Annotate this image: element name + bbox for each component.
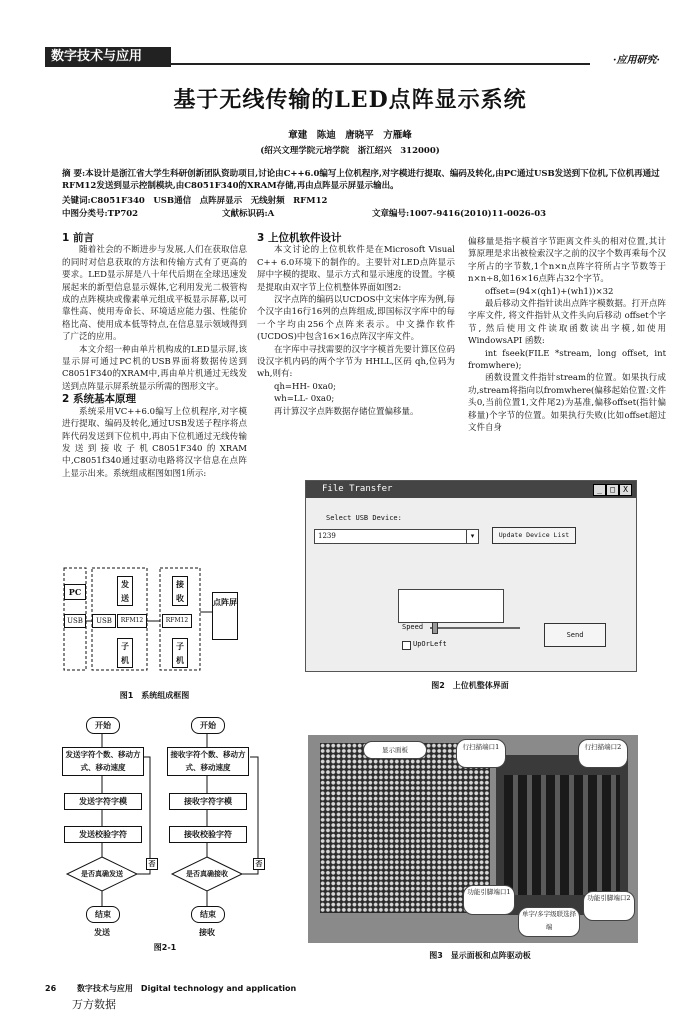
- send-decision: 是否真确发送: [81, 869, 123, 878]
- select-usb-label: Select USB Device:: [326, 514, 402, 522]
- section-heading: 1 前言: [62, 232, 94, 244]
- journal-name: 数字技术与应用 Digital technology and application: [76, 984, 297, 993]
- column-right: [468, 236, 666, 435]
- figure-1-diagram: [62, 562, 247, 677]
- send-step-3: 发送校验字符: [64, 826, 142, 843]
- receive-box: 接收: [172, 576, 188, 606]
- callout-row-scan-2: 行扫描端口2: [578, 739, 628, 768]
- up-or-left-label: UpOrLeft: [413, 640, 447, 648]
- file-transfer-window: [305, 480, 637, 672]
- abstract-text: 本设计是浙江省大学生科研创新团队资助项目,讨论由C++6.0编写上位机程序,对字模进行提取、编码及转化,由PC通过USB发送到下位机,下位机再通过RFM12发送到显示控制模块,由C8051F340的XRAM存储,再由点阵显示屏显示输出。: [62, 169, 660, 192]
- page-footer: [45, 983, 296, 994]
- paragraph: 再计算汉字点阵数据存储位置偏移量。: [274, 406, 419, 417]
- header-rule: [171, 63, 590, 65]
- send-box: 发送: [117, 576, 133, 606]
- equation: wh=LL- 0xa0;: [274, 394, 335, 405]
- figure-3-caption: 图3 显示面板和点阵驱动板: [429, 951, 531, 960]
- affiliation: (绍兴文理学院元培学院 浙江绍兴 312000): [260, 146, 440, 156]
- usb-box: USB: [92, 614, 116, 628]
- paper-title: 基于无线传输的LED点阵显示系统: [173, 87, 527, 113]
- speed-slider-thumb[interactable]: [432, 622, 438, 634]
- keywords-text: C8051F340 USB通信 点阵屏显示 无线射频 RFM12: [90, 196, 328, 206]
- paragraph: 本文介绍一种由单片机构成的LED显示屏,该显示屏可通过PC机的USB界面将数据传送到C8051F340的XRAM中,再由单片机通过无线发送到点阵显示屏系统显示所需的图形文字。: [62, 344, 247, 392]
- callout-cascade-select: 单字/多字级联选择端: [518, 907, 580, 937]
- send-step-1: 发送字符个数、移动方式、移动速度: [62, 747, 144, 776]
- paragraph: 系统采用VC++6.0编写上位机程序,对字模进行提取、编码及转化,通过USB发送子程序将点阵代码发送到下位机中,再由下位机通过无线传输发送到接收子机C8051F340的XRAM中,C8051f340通过驱动电路将汉字信息在点阵上显示出来。系统组成框图如图1所示:: [62, 406, 247, 479]
- no-label: 否: [146, 858, 158, 870]
- paragraph: 偏移量是指字模首字节距离文件头的相对位置,其计算原理是求出被检索汉字之前的汉字个数再乘每个汉字所占的字节数,1个n×n点阵字符所占字节数等于n×n÷8,如16×16点阵占32个字节。: [468, 237, 666, 285]
- send-button[interactable]: Send: [544, 623, 606, 647]
- figure-1-caption: 图1 系统组成框图: [119, 691, 190, 700]
- receive-step-1: 接收字符个数、移动方式、移动速度: [167, 747, 249, 776]
- sub-unit-box: 子机: [172, 638, 188, 668]
- no-label: 否: [253, 858, 265, 870]
- abstract-label: 摘 要:: [62, 169, 86, 179]
- paragraph: 汉字点阵的编码以UCDOS中文宋体字库为例,每个汉字由16行16列的点阵组成,即国标汉字库中的每一个字均由256个点阵来表示。中文操作软件(UCDOS)中包含16×16点阵汉字库文件。: [257, 295, 455, 343]
- receive-step-3: 接收校验字符: [169, 826, 247, 843]
- usb-device-select[interactable]: [314, 529, 479, 544]
- authors: 章建 陈迪 唐晓平 方雁峰: [288, 130, 412, 141]
- receive-step-2: 接收字符字模: [169, 793, 247, 810]
- minimize-icon[interactable]: _: [593, 484, 606, 496]
- selected-device: 1239: [318, 532, 336, 540]
- page-number: 26: [45, 984, 57, 993]
- start-terminal: 开始: [86, 717, 120, 734]
- flowchart-lines: [62, 712, 272, 937]
- clc-code: 中图分类号:TP702: [62, 209, 139, 219]
- window-titlebar: [306, 481, 636, 498]
- section-heading: 3 上位机软件设计: [257, 232, 342, 244]
- led-board-photo: [308, 735, 638, 943]
- receive-column-label: 接收: [199, 927, 215, 937]
- callout-function-pin-2: 功能引脚端口2: [583, 891, 635, 921]
- section-heading: 2 系统基本原理: [62, 393, 136, 406]
- window-title: File Transfer: [322, 484, 393, 494]
- start-terminal: 开始: [191, 717, 225, 734]
- figure-2-caption: 图2 上位机整体界面: [431, 681, 509, 690]
- code-line: int fseek(FILE *stream, long offset, int fromwhere);: [468, 348, 666, 372]
- preview-area: [398, 589, 504, 623]
- pc-box: PC: [64, 584, 86, 600]
- column-name: 数字技术与应用: [45, 47, 171, 67]
- callout-function-pin-1: 功能引脚端口1: [463, 885, 515, 915]
- driver-chips: [504, 775, 620, 895]
- column-middle: [257, 232, 455, 418]
- rfm12-box: RFM12: [162, 614, 192, 628]
- figure-2-1-flowchart: [62, 712, 272, 937]
- receive-decision: 是否真确接收: [186, 869, 228, 878]
- equation: offset=(94×(qh1)+(wh1))×32: [485, 286, 614, 297]
- keywords: [62, 195, 662, 207]
- paragraph: 在字库中寻找需要的汉字字模首先要计算区位码设汉字机内码的两个字节为 HHLL,区码 qh,位码为 wh,则有:: [257, 344, 455, 380]
- chevron-down-icon[interactable]: ▾: [466, 530, 478, 543]
- end-terminal: 结束: [191, 906, 225, 923]
- close-icon[interactable]: X: [619, 484, 632, 496]
- sub-unit-box: 子机: [117, 638, 133, 668]
- paragraph: 最后移动文件指针读出点阵字模数据。打开点阵字库文件, 将文件指针从文件头向后移动 offset个字节, 然后使用文件读取函数读出字模,如使用WindowsAPI 函数:: [468, 299, 666, 347]
- abstract: [62, 168, 662, 193]
- end-terminal: 结束: [86, 906, 120, 923]
- speed-label: Speed: [402, 623, 424, 631]
- update-device-list-button[interactable]: Update Device List: [492, 527, 576, 544]
- article-number: 文章编号:1007-9416(2010)11-0026-03: [372, 209, 547, 219]
- up-or-left-checkbox[interactable]: [402, 641, 411, 650]
- keywords-label: 关键词:: [62, 196, 91, 206]
- figure-2-1-caption: 图2-1: [153, 943, 177, 952]
- paragraph: 函数设置文件指针stream的位置。如果执行成功,stream将指向以fromwhere(偏移起始位置:文件头0,当前位置1,文件尾2)为基准,偏移offset(指针偏移量)个字节的位置。如果执行失败(比如offset超过文件自身: [468, 373, 666, 434]
- callout-display-panel: 显示面板: [363, 741, 427, 759]
- equation: qh=HH- 0xa0;: [274, 381, 336, 392]
- paragraph: 随着社会的不断进步与发展,人们在获取信息的同时对信息获取的方法和传输方式有了更高的要求。LED显示屏是八十年代后期在全球迅速发展起来的新型信息显示媒体,它利用发光二极管构成的点阵模块或像素单元组成平板显示屏幕,以可靠性高、使用寿命长、环境适应能力强、性能价格比高、使用成本低等特点,在信息显示领域得到了广泛的应用。: [62, 245, 247, 343]
- column-left: [62, 232, 247, 480]
- speed-slider-track[interactable]: [430, 627, 520, 629]
- doc-code: 文献标识码:A: [222, 209, 275, 219]
- journal-header: [45, 47, 660, 67]
- send-column-label: 发送: [94, 927, 110, 937]
- callout-row-scan-1: 行扫描端口1: [456, 739, 506, 768]
- header-right-label: ·应用研究·: [613, 55, 660, 66]
- usb-box: USB: [64, 614, 86, 628]
- watermark: 万方数据: [72, 998, 116, 1011]
- matrix-screen-box: 点阵屏: [212, 592, 238, 640]
- send-step-2: 发送字符字模: [64, 793, 142, 810]
- paragraph: 本文讨论的上位机软件是在Microsoft Visual C++ 6.0环境下的制作的。主要针对LED点阵显示屏中字模的提取、显示方式和显示速度的设置。字模是提取由双字节上位机整体界面如图2:: [257, 245, 455, 293]
- rfm12-box: RFM12: [117, 614, 147, 628]
- maximize-icon[interactable]: □: [606, 484, 619, 496]
